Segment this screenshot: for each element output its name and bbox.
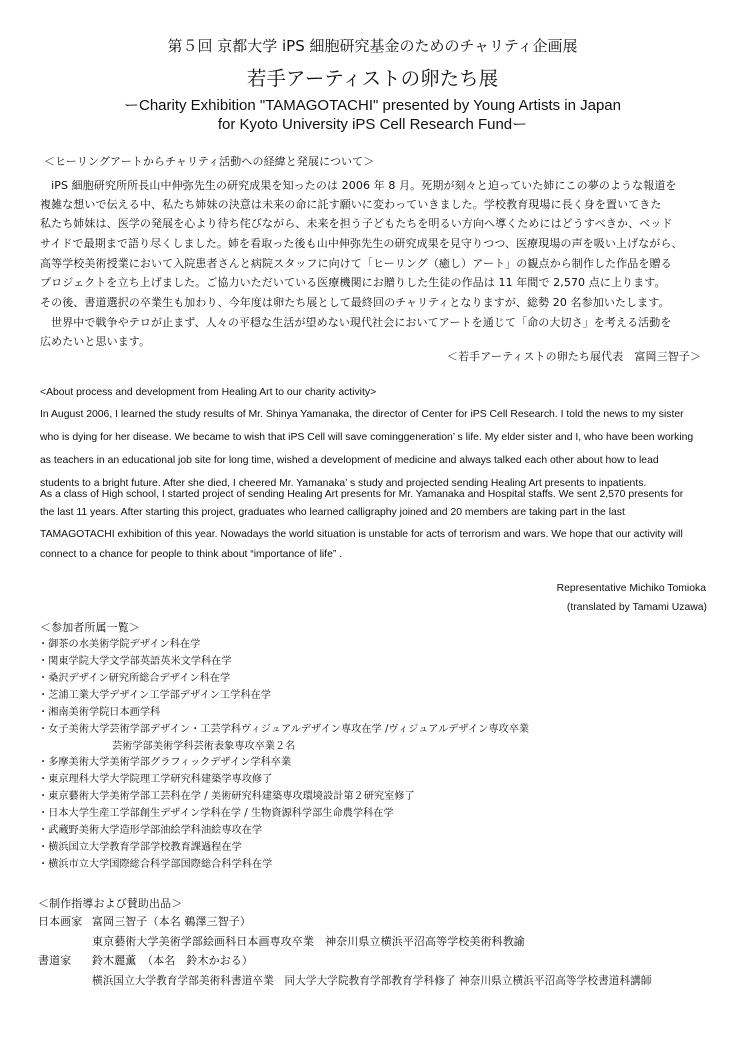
en-body-line: students to a bright future. After she died, I cheered Mr. Yamanaka’ s study and projected sending Healing Art presents to inpatients. [40, 478, 647, 489]
english-subtitle-line-1: ーCharity Exhibition "TAMAGOTACHI" presented by Young Artists in Japan [124, 97, 621, 114]
painter-role: 日本画家 [38, 915, 83, 928]
en-body-line: TAMAGOTACHI exhibition of this year. Nowadays the world situation is unstable for acts of terrorism and wars. We hope that our activity will [40, 529, 683, 540]
participant-item: ・桑沢デザイン研究所総合デザイン科在学 [38, 673, 231, 684]
english-subtitle-line-2: for Kyoto University iPS Cell Research Fundー [217, 116, 528, 133]
participant-item: ・芝浦工業大学デザイン工学部デザイン工学科在学 [38, 690, 271, 701]
jp-signature: ＜若手アーティストの卵たち展代表 富岡三智子＞ [446, 350, 701, 363]
participant-item: ・関東学院大学文学部英語英米文学科在学 [38, 656, 232, 667]
jp-body-line: iPS 細胞研究所所長山中伸弥先生の研究成果を知ったのは 2006 年 8 月。死期が刻々と迫っていた姉にこの夢のような報道を [40, 179, 677, 192]
participant-item: ・御茶の水美術学院デザイン科在学 [38, 639, 201, 650]
painter-name: 富岡三智子（本名 鵜澤三智子） [92, 915, 251, 928]
en-section-heading: <About process and development from Healing Art to our charity activity> [40, 387, 377, 398]
participant-item: ・女子美術大学芸術学部デザイン・工芸学科ヴィジュアルデザイン専攻在学 /ヴィジュアルデザイン専攻卒業 [38, 724, 530, 735]
exhibition-title: 若手アーティストの卵たち展 [246, 67, 499, 90]
jp-body-line: 私たち姉妹は、医学の発展を心より待ち侘びながら、未来を担う子どもたちを明るい方向へ導くためにはどうすべきか、ベッド [40, 217, 673, 230]
participant-item: ・横浜国立大学教育学部学校教育課過程在学 [38, 842, 242, 853]
calligrapher-name: 鈴木麗薫 （本名 鈴木かおる） [92, 954, 253, 967]
jp-body-line: 広めたいと思います。 [40, 335, 151, 348]
participant-item: ・武蔵野美術大学造形学部油絵学科油絵専攻在学 [38, 825, 263, 836]
en-body-line: As a class of High school, I started project of sending Healing Art presents for Mr. Yamanaka and Hospital staffs. We sent 2,570 presents for [40, 489, 684, 500]
participant-item: ・多摩美術大学美術学部グラフィックデザイン学科卒業 [38, 757, 292, 768]
participant-item: ・湘南美術学院日本画学科 [38, 707, 161, 718]
participant-item: 芸術学部美術学科芸術表象専攻卒業２名 [112, 741, 296, 752]
jp-body-line: 複雑な想いで伝える中、私たち姉妹の決意は未来の命に託す願いに変わっていきました。学校教育現場に長く身を置いてきた [40, 198, 662, 211]
jp-body-line: 高等学校美術授業において入院患者さんと病院スタッフに向けて「ヒーリング（癒し）アート」の観点から制作した作品を贈る [40, 257, 672, 270]
jp-body-line: 世界中で戦争やテロが止まず、人々の平穏な生活が望めない現代社会においてアートを通じて「命の大切さ」を考える活動を [40, 316, 672, 329]
en-body-line: In August 2006, I learned the study results of Mr. Shinya Yamanaka, the director of Center for iPS Cell Research. I told the news to my sister [40, 409, 684, 420]
painter-detail: 東京藝術大学美術学部絵画科日本画専攻卒業 神奈川県立横浜平沼高等学校美術科教諭 [92, 935, 525, 948]
guidance-heading: ＜制作指導および賛助出品＞ [38, 897, 183, 910]
participant-item: ・東京藝術大学美術学部工芸科在学 / 美術研究科建築専攻環境設計第２研究室修了 [38, 791, 415, 802]
en-body-line: the last 11 years. After starting this project, graduates who learned calligraphy joined and 20 members are taking part in the last [40, 507, 625, 518]
participant-item: ・日本大学生産工学部創生デザイン学科在学 / 生物資源科学部生命農学科在学 [38, 808, 394, 819]
title-line-1: 第５回 京都大学 iPS 細胞研究基金のためのチャリティ企画展 [167, 37, 578, 55]
participants-heading: ＜参加者所属一覧＞ [40, 621, 140, 634]
jp-body-line: その後、書道選択の卒業生も加わり、今年度は卵たち展として最終回のチャリティとなりますが、総勢 20 名参加いたします。 [40, 296, 670, 309]
en-body-line: who is dying for her disease. We became to wish that iPS Cell will save cominggeneration’ s life. My elder sister and I, who have been working [40, 432, 694, 443]
calligrapher-role: 書道家 [38, 954, 72, 967]
en-body-line: as teachers in an educational job site for long time, wished a development of medicine and always talked each other about how to lead [40, 455, 659, 466]
en-translator: (translated by Tamami Uzawa) [566, 602, 707, 613]
jp-body-line: サイドで最期まで語り尽くしました。姉を看取った後も山中伸弥先生の研究成果を見守りつつ、医療現場の声を吸い上げながら、 [40, 237, 683, 250]
en-signature: Representative Michiko Tomioka [556, 583, 706, 594]
jp-section-heading: ＜ヒーリングアートからチャリティ活動への経緯と発展について＞ [44, 155, 375, 168]
jp-body-line: プロジェクトを立ち上げました。ご協力いただいている医療機関にお贈りした生徒の作品は 11 年間で 2,570 点に上ります。 [40, 276, 666, 289]
participant-item: ・東京理科大学大学院理工学研究科建築学専攻修了 [38, 774, 273, 785]
calligrapher-detail: 横浜国立大学教育学部美術科書道卒業 同大学大学院教育学部教育学科修了 神奈川県立横浜平沼高等学校書道科講師 [92, 975, 652, 987]
participant-item: ・横浜市立大学国際総合科学部国際総合科学科在学 [38, 859, 273, 870]
en-body-line: connect to a chance for people to think about “importance of life” . [40, 549, 343, 560]
